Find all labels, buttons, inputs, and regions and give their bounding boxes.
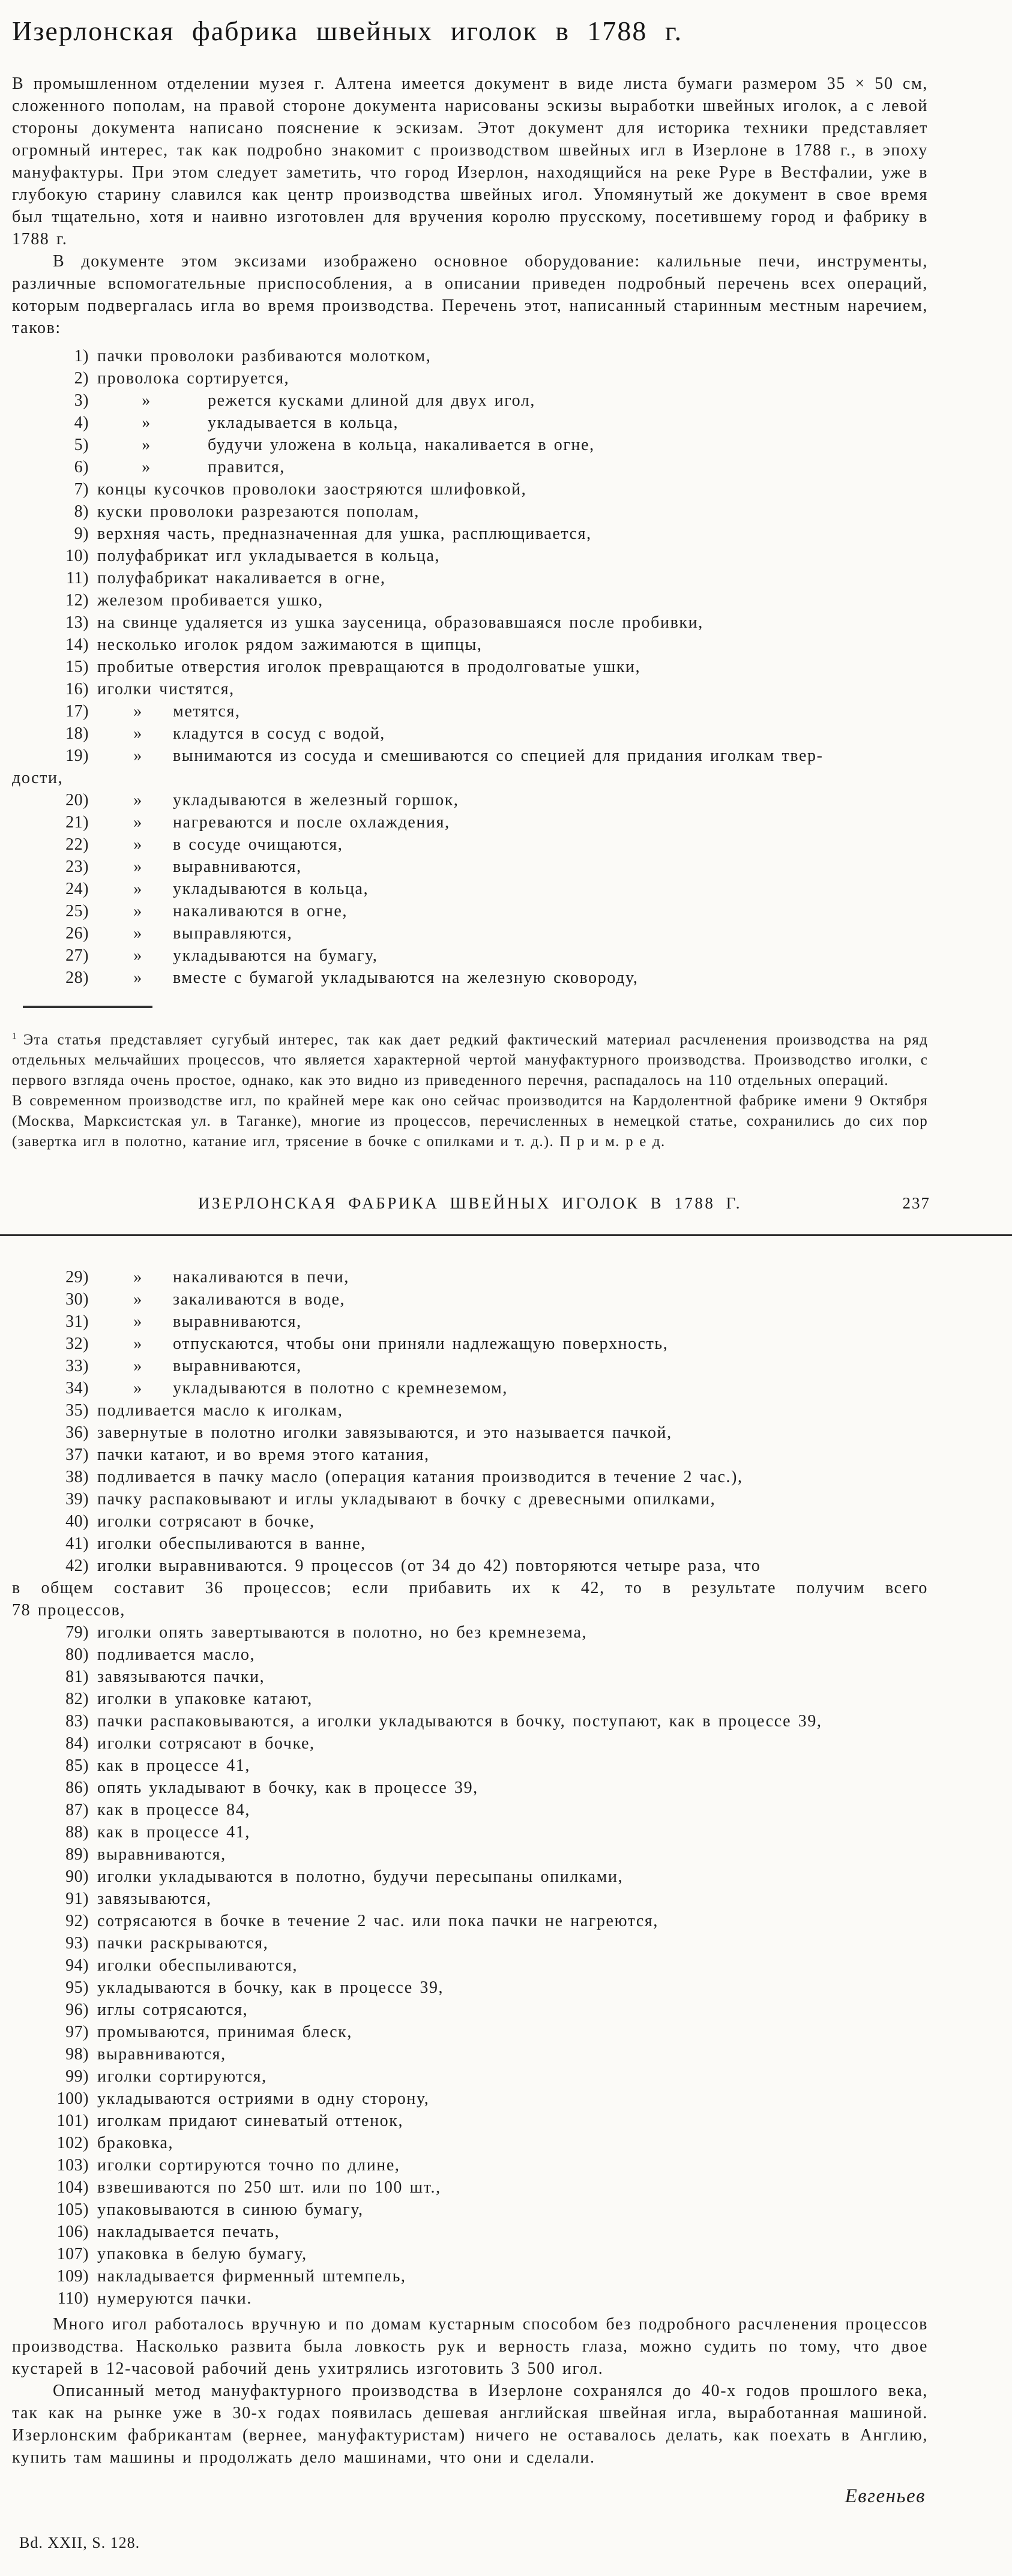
list-item bbox=[12, 1755, 928, 1777]
ditto-mark: » bbox=[133, 746, 143, 765]
ditto-mark: » bbox=[142, 435, 151, 454]
list-item-number: 98) bbox=[65, 2045, 89, 2064]
list-item-text: иголки сотрясают в бочке, bbox=[97, 1512, 315, 1531]
list-item-number: 107) bbox=[56, 2245, 89, 2264]
list-item bbox=[12, 1399, 928, 1422]
list-item-text: несколько иголок рядом зажимаются в щипцы, bbox=[97, 635, 483, 654]
article-title: Изерлонская фабрика швейных иголок в 1788 г. bbox=[12, 16, 683, 46]
list-item-text: иголкам придают синеватый оттенок, bbox=[97, 2112, 404, 2131]
list-item bbox=[12, 1333, 928, 1355]
list-item bbox=[12, 611, 928, 634]
list-item-text: выправляются, bbox=[173, 923, 293, 943]
list-item-text: нагреваются и после охлаждения, bbox=[173, 812, 450, 832]
list-item-continuation: в общем составит 36 процессов; если прибавить их к 42, то в результате получим всего bbox=[12, 1579, 928, 1598]
list-item-number: 84) bbox=[65, 1734, 89, 1753]
list-item bbox=[12, 2021, 928, 2043]
page-number: 237 bbox=[902, 1194, 930, 1213]
list-item-number: 5) bbox=[74, 435, 89, 454]
list-item-number: 34) bbox=[65, 1379, 89, 1398]
list-item-text: завязываются пачки, bbox=[97, 1668, 265, 1687]
list-item-number: 23) bbox=[65, 857, 89, 876]
list-item bbox=[12, 900, 928, 922]
list-item-number: 21) bbox=[65, 812, 89, 832]
list-item-number: 8) bbox=[74, 502, 89, 521]
list-item-text: пачки проволоки разбиваются молотком, bbox=[97, 346, 432, 365]
list-item-text: накаливаются в огне, bbox=[173, 901, 348, 920]
list-item-text: будучи уложена в кольца, накаливается в огне, bbox=[208, 435, 595, 454]
ditto-mark: » bbox=[133, 1357, 143, 1376]
ditto-mark: » bbox=[133, 923, 143, 943]
list-item bbox=[12, 1977, 928, 1999]
list-item-number: 95) bbox=[65, 1978, 89, 1998]
list-item bbox=[12, 789, 928, 811]
list-item bbox=[12, 2132, 928, 2154]
list-item-number: 89) bbox=[65, 1845, 89, 1864]
list-item-text: в сосуде очищаются, bbox=[173, 835, 343, 854]
ditto-mark: » bbox=[133, 1312, 143, 1332]
list-item-text: упаковка в белую бумагу, bbox=[97, 2245, 307, 2264]
list-item-text: взвешиваются по 250 шт. или по 100 шт., bbox=[97, 2178, 441, 2197]
list-item bbox=[12, 1821, 928, 1843]
list-item-text: завязываются, bbox=[97, 1890, 212, 1909]
list-item bbox=[12, 1288, 928, 1311]
list-item bbox=[12, 944, 928, 967]
list-item-text: выравниваются, bbox=[97, 2045, 226, 2064]
list-item-number: 80) bbox=[65, 1645, 89, 1665]
list-item-text: опять укладывают в бочку, как в процессе 39, bbox=[97, 1779, 478, 1798]
list-item-number: 7) bbox=[74, 479, 89, 499]
ditto-mark: » bbox=[133, 835, 143, 854]
paragraph-decline: Описанный метод мануфактурного производства в Изерлоне сохранялся до 40-х годов прошлого века, так как на рынке уже в 30-х годах появилась дешевая английская швейная игла, выработанная машиной. Изерлонским фабрикантам (вернее, мануфактуристам) ничего не оставалось делать, как поехать в Англию, купить там машины и продолжать дело машинами, что они и сделали. bbox=[12, 2382, 928, 2467]
list-item bbox=[12, 678, 928, 700]
list-item-number: 88) bbox=[65, 1823, 89, 1842]
list-item-text: пачки раскрываются, bbox=[97, 1934, 269, 1953]
list-item-text: подливается масло, bbox=[97, 1645, 256, 1665]
list-item bbox=[12, 1954, 928, 1977]
list-item bbox=[12, 434, 928, 456]
list-item bbox=[12, 1444, 928, 1466]
ditto-mark: » bbox=[133, 968, 143, 987]
list-item-text: как в процессе 41, bbox=[97, 1756, 250, 1776]
list-item-text: укладываются в кольца, bbox=[173, 879, 369, 898]
list-item-number: 82) bbox=[65, 1690, 89, 1709]
list-item-number: 101) bbox=[56, 2112, 89, 2131]
list-item-number: 9) bbox=[74, 524, 89, 543]
list-item-number: 97) bbox=[65, 2023, 89, 2042]
list-item bbox=[12, 1555, 928, 1577]
list-item-number: 13) bbox=[65, 613, 89, 632]
list-item-number: 99) bbox=[65, 2067, 89, 2086]
list-item-number: 104) bbox=[56, 2178, 89, 2197]
list-item-continuation: дости, bbox=[12, 768, 64, 787]
list-item-number: 1) bbox=[74, 346, 89, 365]
list-item-text: метятся, bbox=[173, 701, 241, 721]
footnote-separator bbox=[23, 1006, 152, 1008]
ditto-mark: » bbox=[133, 1335, 143, 1354]
list-item bbox=[12, 1422, 928, 1444]
ditto-mark: » bbox=[133, 879, 143, 898]
list-item bbox=[12, 367, 928, 389]
ditto-mark: » bbox=[133, 1379, 143, 1398]
list-item-number: 18) bbox=[65, 724, 89, 743]
list-item-number: 3) bbox=[74, 391, 89, 410]
list-item bbox=[12, 523, 928, 545]
list-item-text: укладываются в полотно с кремнеземом, bbox=[173, 1379, 508, 1398]
ditto-mark: » bbox=[133, 1268, 143, 1287]
list-item bbox=[12, 1710, 928, 1732]
list-item bbox=[12, 1533, 928, 1555]
list-item bbox=[12, 389, 928, 412]
footnote-paragraph-1 bbox=[12, 1026, 928, 1091]
paragraph-document-description: В документе этом эксизами изображено основное оборудование: калильные печи, инструменты, различные вспомогательные приспособления, а в описании приведен подробный перечень всех операций, которым подвергалась игла во время производства. Перечень этот, написанный старинным местным наречием, таков: bbox=[12, 251, 928, 337]
source-reference: Bd. XXII, S. 128. bbox=[19, 2534, 140, 2552]
list-item-text: иголки выравниваются. 9 процессов (от 34 до 42) повторяются четыре раза, что bbox=[97, 1557, 761, 1576]
list-item-text: укладываются на бумагу, bbox=[173, 946, 378, 965]
list-item bbox=[12, 2154, 928, 2176]
list-item-number: 81) bbox=[65, 1668, 89, 1687]
list-item-number: 6) bbox=[74, 457, 89, 476]
list-item bbox=[12, 1688, 928, 1710]
list-item bbox=[12, 1999, 928, 2021]
list-item-number: 29) bbox=[65, 1268, 89, 1287]
list-item bbox=[12, 1666, 928, 1688]
footnote-text-1: Эта статья представляет сугубый интерес, так как дает редкий фактический материал расчленения производства на ряд отдельных мельчайших процессов, что является характерной чертой мануфактурного производства. Производство иголки, с первого взгляда очень простое, однако, как это видно из приведенного перечня, распадалось на 110 отдельных операций. bbox=[12, 1031, 928, 1089]
ditto-mark: » bbox=[133, 857, 143, 876]
author-signature: Евгеньев bbox=[845, 2485, 926, 2508]
list-item-text: подливается масло к иголкам, bbox=[97, 1401, 343, 1420]
list-item-text: пачки распаковываются, а иголки укладываются в бочку, поступают, как в процессе 39, bbox=[97, 1712, 822, 1731]
list-item-number: 19) bbox=[65, 746, 89, 765]
list-item-number: 92) bbox=[65, 1912, 89, 1931]
list-item-number: 22) bbox=[65, 835, 89, 854]
list-item-number: 110) bbox=[57, 2289, 89, 2308]
ditto-mark: » bbox=[133, 790, 143, 809]
running-header bbox=[12, 1194, 928, 1213]
list-item bbox=[12, 1910, 928, 1932]
list-item-number: 40) bbox=[65, 1512, 89, 1531]
list-item bbox=[12, 1466, 928, 1488]
list-item bbox=[12, 745, 928, 767]
list-item-number: 106) bbox=[56, 2223, 89, 2242]
list-item-number: 32) bbox=[65, 1335, 89, 1354]
list-item bbox=[12, 722, 928, 745]
list-item-text: накладывается печать, bbox=[97, 2223, 280, 2242]
list-item-number: 28) bbox=[65, 968, 89, 987]
list-item-number: 93) bbox=[65, 1934, 89, 1953]
list-item bbox=[12, 2110, 928, 2132]
list-item-text: пачку распаковывают и иглы укладывают в бочку с древесными опилками, bbox=[97, 1490, 716, 1509]
list-item bbox=[12, 2221, 928, 2243]
list-item bbox=[12, 500, 928, 523]
list-item bbox=[12, 656, 928, 678]
list-item-number: 25) bbox=[65, 901, 89, 920]
list-item-text: как в процессе 41, bbox=[97, 1823, 250, 1842]
list-item bbox=[12, 2287, 928, 2310]
list-item bbox=[12, 567, 928, 589]
list-item bbox=[12, 1777, 928, 1799]
list-item-text: режется кусками длиной для двух игол, bbox=[208, 391, 536, 410]
list-item-text: пачки катают, и во время этого катания, bbox=[97, 1446, 430, 1465]
list-item-number: 96) bbox=[65, 2001, 89, 2020]
list-item bbox=[12, 2043, 928, 2065]
list-item-number: 30) bbox=[65, 1290, 89, 1309]
list-item-text: накладывается фирменный штемпель, bbox=[97, 2267, 406, 2286]
list-item bbox=[12, 1377, 928, 1399]
list-item-text: иглы сотрясаются, bbox=[97, 2001, 248, 2020]
list-item-text: укладываются в железный горшок, bbox=[173, 790, 459, 809]
ditto-mark: » bbox=[142, 413, 151, 432]
running-header-title: ИЗЕРЛОНСКАЯ ФАБРИКА ШВЕЙНЫХ ИГОЛОК В 1788 Г. bbox=[197, 1194, 742, 1213]
list-item-number: 105) bbox=[56, 2200, 89, 2220]
list-item bbox=[12, 589, 928, 611]
ditto-mark: » bbox=[133, 701, 143, 721]
list-item bbox=[12, 1732, 928, 1755]
list-item bbox=[12, 545, 928, 567]
list-item-text: полуфабрикат игл укладывается в кольца, bbox=[97, 546, 441, 565]
list-item-text: отпускаются, чтобы они приняли надлежащую поверхность, bbox=[173, 1335, 669, 1354]
list-item-number: 20) bbox=[65, 790, 89, 809]
list-item bbox=[12, 967, 928, 989]
list-item-text: нумеруются пачки. bbox=[97, 2289, 252, 2308]
ditto-mark: » bbox=[142, 457, 151, 476]
list-item-number: 42) bbox=[65, 1557, 89, 1576]
list-item bbox=[12, 700, 928, 722]
list-item bbox=[12, 2088, 928, 2110]
list-item bbox=[12, 634, 928, 656]
list-item-text: полуфабрикат накаливается в огне, bbox=[97, 568, 386, 587]
list-item-number: 91) bbox=[65, 1890, 89, 1909]
list-item-number: 24) bbox=[65, 879, 89, 898]
list-item-number: 26) bbox=[65, 923, 89, 943]
list-item-text: сотрясаются в бочке в течение 2 час. или пока пачки не нагреются, bbox=[97, 1912, 658, 1931]
list-item bbox=[12, 2176, 928, 2199]
list-item bbox=[12, 878, 928, 900]
list-item-number: 16) bbox=[65, 679, 89, 698]
list-item bbox=[12, 1644, 928, 1666]
list-item-text: концы кусочков проволоки заостряются шлифовкой, bbox=[97, 479, 527, 499]
list-item-text: укладываются остриями в одну сторону, bbox=[97, 2089, 430, 2109]
list-item-number: 102) bbox=[56, 2134, 89, 2153]
list-item-text: иголки обеспыливаются, bbox=[97, 1956, 298, 1975]
list-item-text: куски проволоки разрезаются пополам, bbox=[97, 502, 420, 521]
list-item-text: промываются, принимая блеск, bbox=[97, 2023, 352, 2042]
list-item-number: 27) bbox=[65, 946, 89, 965]
list-item-number: 103) bbox=[56, 2156, 89, 2175]
ditto-mark: » bbox=[133, 724, 143, 743]
list-item-number: 31) bbox=[65, 1312, 89, 1332]
list-item bbox=[12, 1621, 928, 1644]
list-item-text: иголки сортируются точно по длине, bbox=[97, 2156, 400, 2175]
list-item bbox=[12, 2243, 928, 2265]
list-item-text: выравниваются, bbox=[97, 1845, 226, 1864]
list-item-text: выравниваются, bbox=[173, 1357, 302, 1376]
list-item-number: 15) bbox=[65, 657, 89, 676]
list-item bbox=[12, 1866, 928, 1888]
list-item-text: подливается в пачку масло (операция катания производится в течение 2 час.), bbox=[97, 1468, 743, 1487]
list-item-number: 41) bbox=[65, 1534, 89, 1554]
list-item-text: выравниваются, bbox=[173, 1312, 302, 1332]
list-item-number: 83) bbox=[65, 1712, 89, 1731]
ditto-mark: » bbox=[133, 1290, 143, 1309]
list-item bbox=[12, 478, 928, 500]
list-item-number: 90) bbox=[65, 1867, 89, 1887]
footnote-block bbox=[12, 1026, 928, 1152]
list-item-text: накаливаются в печи, bbox=[173, 1268, 349, 1287]
list-item-number: 94) bbox=[65, 1956, 89, 1975]
list-item-number: 14) bbox=[65, 635, 89, 654]
ditto-mark: » bbox=[133, 812, 143, 832]
list-item-number: 109) bbox=[56, 2267, 89, 2286]
list-item bbox=[12, 1843, 928, 1866]
list-item-text: железом пробивается ушко, bbox=[97, 590, 324, 610]
list-item bbox=[12, 2265, 928, 2287]
paragraph-handcraft: Много игол работалось вручную и по домам кустарным способом без подробного расчленения процессов производства. Насколько развита была ловкость рук и верность глаза, можно судить по тому, что двое кустарей в 12-часовой рабочий день ухитрялись изготовить 3 500 игол. bbox=[12, 2315, 928, 2379]
list-item-text: верхняя часть, предназначенная для ушка, расплющивается, bbox=[97, 524, 592, 543]
list-item-text: как в процессе 84, bbox=[97, 1801, 250, 1820]
list-item-number: 2) bbox=[74, 368, 89, 388]
list-item-number: 36) bbox=[65, 1423, 89, 1443]
list-item bbox=[12, 1799, 928, 1821]
process-list-part2 bbox=[12, 1266, 928, 2310]
list-item-text: правится, bbox=[208, 457, 285, 476]
footnote-marker: 1 bbox=[12, 1031, 17, 1041]
list-item-text: выравниваются, bbox=[173, 857, 302, 876]
list-item-text: упаковываются в синюю бумагу, bbox=[97, 2200, 364, 2220]
list-item-number: 39) bbox=[65, 1490, 89, 1509]
list-item bbox=[12, 456, 928, 478]
list-item-number: 33) bbox=[65, 1357, 89, 1376]
list-item bbox=[12, 1355, 928, 1377]
list-item-text: браковка, bbox=[97, 2134, 174, 2153]
list-item-number: 17) bbox=[65, 701, 89, 721]
page-gap bbox=[12, 1152, 928, 1189]
list-item-number: 87) bbox=[65, 1801, 89, 1820]
list-item-text: иголки в упаковке катают, bbox=[97, 1690, 313, 1709]
list-item-number: 4) bbox=[74, 413, 89, 432]
list-item bbox=[12, 1488, 928, 1510]
list-item-text: укладывается в кольца, bbox=[208, 413, 399, 432]
list-item-text: на свинце удаляется из ушка заусеница, образовавшаяся после пробивки, bbox=[97, 613, 703, 632]
list-item-text: укладываются в бочку, как в процессе 39, bbox=[97, 1978, 444, 1998]
header-rule bbox=[0, 1234, 1012, 1236]
list-item bbox=[12, 1932, 928, 1954]
list-item bbox=[12, 1510, 928, 1533]
list-item bbox=[12, 856, 928, 878]
list-item-text: закаливаются в воде, bbox=[173, 1290, 346, 1309]
list-item bbox=[12, 2065, 928, 2088]
list-item-number: 79) bbox=[65, 1623, 89, 1642]
ditto-mark: » bbox=[133, 946, 143, 965]
list-item-number: 100) bbox=[56, 2089, 89, 2109]
list-item-number: 35) bbox=[65, 1401, 89, 1420]
list-item-text: завернутые в полотно иголки завязываются, и это называется пачкой, bbox=[97, 1423, 672, 1443]
list-item-text: проволока сортируется, bbox=[97, 368, 290, 388]
list-item-number: 37) bbox=[65, 1446, 89, 1465]
list-item bbox=[12, 1888, 928, 1910]
list-item-text: вместе с бумагой укладываются на железную сковороду, bbox=[173, 968, 639, 987]
list-item bbox=[12, 1266, 928, 1288]
list-item bbox=[12, 833, 928, 856]
paragraph-intro: В промышленном отделении музея г. Алтена имеется документ в виде листа бумаги размером 35 × 50 см, сложенного пополам, на правой стороне документа нарисованы эскизы выработки швейных иголок, а с левой стороны документа написано пояснение к эскизам. Этот документ для историка техники представляет огромный интерес, так как подробно знакомит с производством швейных игл в Изерлоне в 1788 г., в эпоху мануфактуры. При этом следует заметить, что город Изерлон, находящийся на реке Руре в Вестфалии, уже в глубокую старину славился как центр производства швейных игол. Упомянутый же документ в свое время был тщательно, хотя и наивно изготовлен для вручения королю прусскому, посетившему город и фабрику в 1788 г. bbox=[12, 74, 928, 248]
list-item-text: вынимаются из сосуда и смешиваются со специей для придания иголкам твер- bbox=[173, 746, 824, 765]
list-item-text: иголки укладываются в полотно, будучи пересыпаны опилками, bbox=[97, 1867, 624, 1887]
list-item-number: 85) bbox=[65, 1756, 89, 1776]
footnote-paragraph-2: В современном производстве игл, по крайней мере как оно сейчас производится на Кардолентной фабрике имени 9 Октября (Москва, Марксистская ул. в Таганке), многие из процессов, перечисленных в немецкой статье, сохранились до сих пор (завертка игл в полотно, катание игл, трясение в бочке с опилками и т. д.). П р и м. р е д. bbox=[12, 1093, 928, 1150]
ditto-mark: » bbox=[142, 391, 151, 410]
list-item-number: 12) bbox=[65, 590, 89, 610]
list-item-text: пробитые отверстия иголок превращаются в продолговатые ушки, bbox=[97, 657, 641, 676]
list-item-text: иголки обеспыливаются в ванне, bbox=[97, 1534, 366, 1554]
list-item-text: иголки опять завертываются в полотно, но без кремнезема, bbox=[97, 1623, 588, 1642]
ditto-mark: » bbox=[133, 901, 143, 920]
list-item bbox=[12, 1311, 928, 1333]
list-item-text: иголки чистятся, bbox=[97, 679, 235, 698]
list-item-text: иголки сотрясают в бочке, bbox=[97, 1734, 315, 1753]
list-item-text: иголки сортируются, bbox=[97, 2067, 267, 2086]
list-item bbox=[12, 922, 928, 944]
list-item bbox=[12, 412, 928, 434]
list-item bbox=[12, 811, 928, 833]
list-item-continuation: 78 процессов, bbox=[12, 1601, 125, 1620]
list-item bbox=[12, 345, 928, 367]
list-item-number: 86) bbox=[65, 1779, 89, 1798]
list-item bbox=[12, 2199, 928, 2221]
list-item-number: 10) bbox=[65, 546, 89, 565]
list-item-number: 38) bbox=[65, 1468, 89, 1487]
list-item-number: 11) bbox=[66, 568, 89, 587]
process-list-part1 bbox=[12, 345, 928, 989]
list-item-text: кладутся в сосуд с водой, bbox=[173, 724, 385, 743]
